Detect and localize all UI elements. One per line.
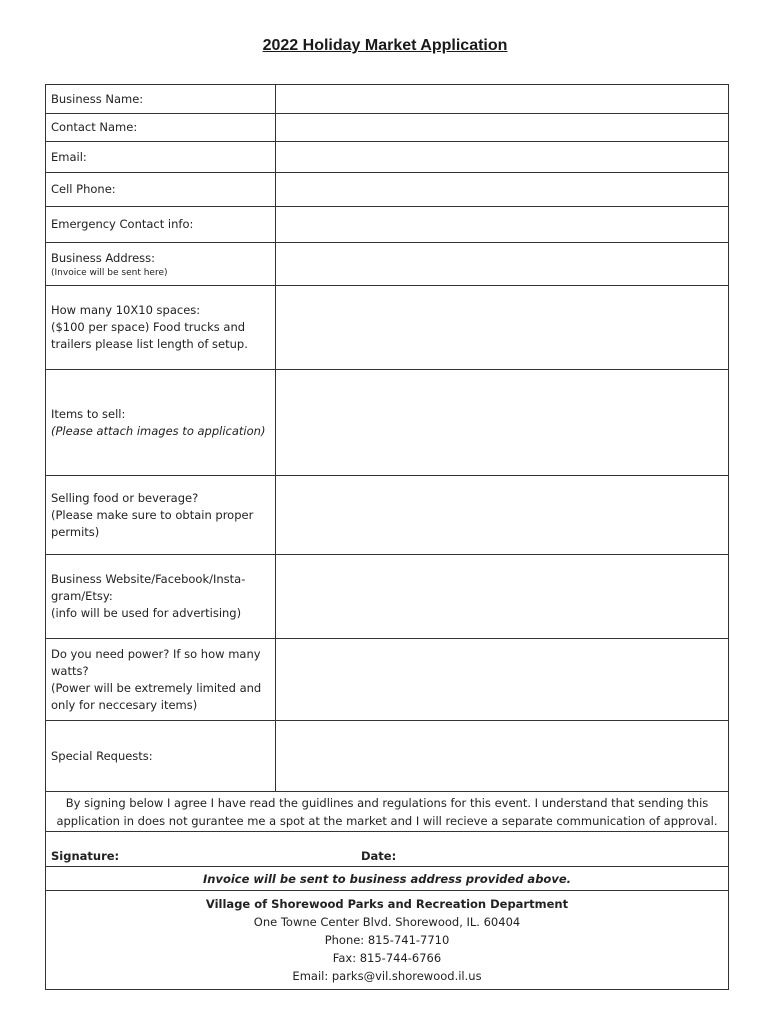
- department-name: Village of Shorewood Parks and Recreation Department: [205, 897, 569, 911]
- department-fax: Fax: 815-744-6766: [332, 951, 442, 965]
- field-label: Cell Phone:: [46, 173, 276, 206]
- agreement-text: By signing below I agree I have read the guidlines and regulations for this event. I understand that sending this application in does not gurantee me a spot at the market and I will recieve a separate communication of approval.: [56, 795, 718, 828]
- invoice-row: [46, 867, 728, 891]
- row-email: [46, 142, 728, 173]
- field-note: (Invoice will be sent here): [51, 267, 168, 278]
- field-label: Business Address: (Invoice will be sent here): [46, 243, 276, 285]
- field-label: Items to sell: (Please attach images to application): [46, 370, 276, 475]
- row-business-name: [46, 85, 728, 114]
- field-label: Emergency Contact info:: [46, 207, 276, 242]
- food-beverage-field[interactable]: [276, 476, 728, 554]
- business-address-field[interactable]: [276, 243, 728, 285]
- invoice-note: Invoice will be sent to business address provided above.: [203, 871, 571, 886]
- row-cell-phone: [46, 173, 728, 207]
- special-requests-field[interactable]: [276, 721, 728, 791]
- department-address: One Towne Center Blvd. Shorewood, IL. 60404: [253, 915, 521, 929]
- website-field[interactable]: [276, 555, 728, 638]
- signature-row: [46, 832, 728, 867]
- row-special-requests: [46, 721, 728, 792]
- row-food-beverage: [46, 476, 728, 555]
- date-label: Date:: [361, 849, 397, 863]
- emergency-contact-field[interactable]: [276, 207, 728, 242]
- row-items-to-sell: [46, 370, 728, 476]
- field-label: Business Website/Facebook/Insta- gram/Etsy: (info will be used for advertising): [46, 555, 276, 638]
- field-label: Selling food or beverage? (Please make sure to obtain proper permits): [46, 476, 276, 554]
- page-title: 2022 Holiday Market Application: [262, 37, 508, 54]
- power-field[interactable]: [276, 639, 728, 720]
- department-contact: [46, 891, 728, 989]
- field-label: Special Requests:: [46, 721, 276, 791]
- row-spaces: [46, 286, 728, 370]
- field-label: How many 10X10 spaces: ($100 per space) Food trucks and trailers please list length of setup.: [46, 286, 276, 369]
- field-label: Contact Name:: [46, 114, 276, 141]
- department-email: Email: parks@vil.shorewood.il.us: [292, 969, 482, 983]
- field-label: Business Name:: [46, 85, 276, 113]
- cell-phone-field[interactable]: [276, 173, 728, 206]
- spaces-field[interactable]: [276, 286, 728, 369]
- footer-row: [46, 891, 728, 989]
- field-label: Do you need power? If so how many watts? (Power will be extremely limited and only for neccesary items): [46, 639, 276, 720]
- row-business-address: [46, 243, 728, 286]
- field-note: (Please attach images to application): [51, 423, 266, 438]
- row-emergency-contact: [46, 207, 728, 243]
- agreement-row: [46, 792, 728, 832]
- business-name-field[interactable]: [276, 85, 728, 113]
- row-power: [46, 639, 728, 721]
- application-form: [45, 84, 729, 990]
- row-contact-name: [46, 114, 728, 142]
- signature-label: Signature:: [51, 849, 120, 863]
- row-website: [46, 555, 728, 639]
- contact-name-field[interactable]: [276, 114, 728, 141]
- department-phone: Phone: 815-741-7710: [324, 933, 450, 947]
- field-label: Email:: [46, 142, 276, 172]
- email-field[interactable]: [276, 142, 728, 172]
- items-to-sell-field[interactable]: [276, 370, 728, 475]
